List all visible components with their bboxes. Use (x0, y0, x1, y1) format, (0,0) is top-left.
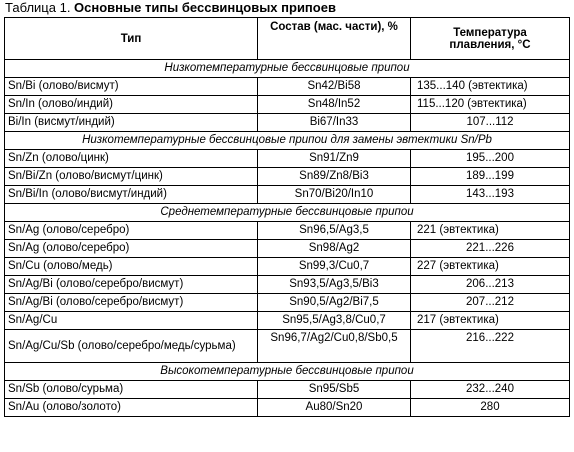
cell-temperature: 135...140 (эвтектика) (411, 78, 570, 96)
table-row (5, 276, 570, 294)
table-row (5, 294, 570, 312)
table-row (5, 186, 570, 204)
cell-temperature: 227 (эвтектика) (411, 258, 570, 276)
section-title: Высокотемпературные бессвинцовые припои (5, 363, 570, 381)
cell-composition: Sn96,5/Ag3,5 (258, 222, 411, 240)
section-title: Среднетемпературные бессвинцовые припои (5, 204, 570, 222)
table-row (5, 312, 570, 330)
section-row (5, 204, 570, 222)
cell-temperature: 143...193 (411, 186, 570, 204)
cell-composition: Sn70/Bi20/In10 (258, 186, 411, 204)
cell-composition: Sn48/In52 (258, 96, 411, 114)
cell-type: Sn/Ag/Bi (олово/серебро/висмут) (5, 276, 258, 294)
header-temp-line2: плавления, °C (449, 38, 531, 51)
header-temperature (411, 18, 570, 60)
cell-type: Sn/Bi (олово/висмут) (5, 78, 258, 96)
cell-type: Sn/Au (олово/золото) (5, 399, 258, 417)
cell-type: Sn/Sb (олово/сурьма) (5, 381, 258, 399)
cell-composition: Sn91/Zn9 (258, 150, 411, 168)
cell-type: Sn/Cu (олово/медь) (5, 258, 258, 276)
solder-table (4, 17, 570, 417)
caption-prefix: Таблица 1. (5, 0, 75, 15)
header-type: Тип (5, 18, 258, 60)
cell-composition: Sn93,5/Ag3,5/Bi3 (258, 276, 411, 294)
cell-composition: Sn42/Bi58 (258, 78, 411, 96)
cell-temperature: 206...213 (411, 276, 570, 294)
cell-composition: Sn98/Ag2 (258, 240, 411, 258)
cell-type: Sn/Bi/In (олово/висмут/индий) (5, 186, 258, 204)
table-row (5, 240, 570, 258)
table-row (5, 168, 570, 186)
cell-temperature: 221...226 (411, 240, 570, 258)
cell-composition: Bi67/In33 (258, 114, 411, 132)
cell-temperature: 217 (эвтектика) (411, 312, 570, 330)
cell-type: Sn/Ag/Bi (олово/серебро/висмут) (5, 294, 258, 312)
cell-composition: Sn95/Sb5 (258, 381, 411, 399)
section-title: Низкотемпературные бессвинцовые припои для замены эвтектики Sn/Pb (5, 132, 570, 150)
cell-composition: Sn89/Zn8/Bi3 (258, 168, 411, 186)
cell-type: Sn/Ag (олово/серебро) (5, 222, 258, 240)
table-row (5, 78, 570, 96)
cell-composition: Au80/Sn20 (258, 399, 411, 417)
cell-composition: Sn90,5/Ag2/Bi7,5 (258, 294, 411, 312)
header-composition: Состав (мас. части), % (258, 18, 411, 60)
table-row (5, 150, 570, 168)
header-row (5, 18, 570, 60)
table-row (5, 399, 570, 417)
section-row (5, 60, 570, 78)
cell-type: Sn/Ag/Cu (5, 312, 258, 330)
cell-composition: Sn96,7/Ag2/Cu0,8/Sb0,5 (258, 330, 411, 363)
table-row (5, 96, 570, 114)
header-temp-line1: Температура (453, 26, 527, 39)
table-row (5, 381, 570, 399)
cell-temperature: 115...120 (эвтектика) (411, 96, 570, 114)
section-row (5, 132, 570, 150)
cell-type: Sn/Zn (олово/цинк) (5, 150, 258, 168)
cell-temperature: 195...200 (411, 150, 570, 168)
cell-temperature: 216...222 (411, 330, 570, 363)
cell-temperature: 232...240 (411, 381, 570, 399)
caption-title: Основные типы бессвинцовых припоев (74, 0, 336, 15)
cell-temperature: 280 (411, 399, 570, 417)
cell-type: Bi/In (висмут/индий) (5, 114, 258, 132)
cell-composition: Sn99,3/Cu0,7 (258, 258, 411, 276)
cell-temperature: 221 (эвтектика) (411, 222, 570, 240)
cell-composition: Sn95,5/Ag3,8/Cu0,7 (258, 312, 411, 330)
cell-temperature: 189...199 (411, 168, 570, 186)
cell-type: Sn/Ag/Cu/Sb (олово/серебро/медь/сурьма) (5, 330, 258, 363)
cell-type: Sn/Ag (олово/серебро) (5, 240, 258, 258)
table-row (5, 258, 570, 276)
section-row (5, 363, 570, 381)
section-title: Низкотемпературные бессвинцовые припои (5, 60, 570, 78)
table-body (5, 60, 570, 417)
table-row (5, 330, 570, 363)
table-row (5, 114, 570, 132)
cell-type: Sn/In (олово/индий) (5, 96, 258, 114)
cell-temperature: 107...112 (411, 114, 570, 132)
cell-temperature: 207...212 (411, 294, 570, 312)
table-row (5, 222, 570, 240)
cell-type: Sn/Bi/Zn (олово/висмут/цинк) (5, 168, 258, 186)
table-caption (5, 0, 336, 16)
